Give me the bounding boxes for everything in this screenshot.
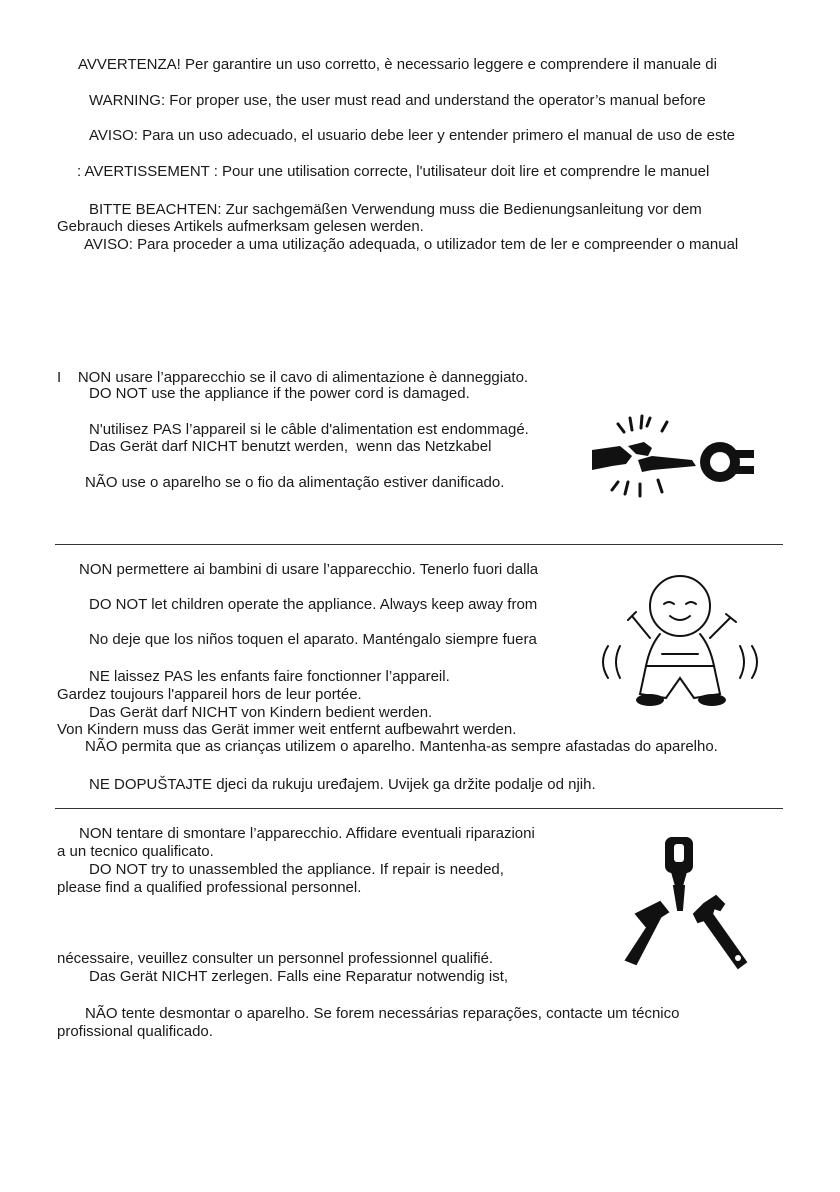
children-fr-cont: Gardez toujours l'appareil hors de leur portée. — [57, 686, 362, 703]
repair-pt: NÃO tente desmontar o aparelho. Se forem necessárias reparações, contacte um técnico — [85, 1005, 680, 1022]
children-de: Das Gerät darf NICHT von Kindern bedient werden. — [89, 704, 433, 721]
warning-en: WARNING: For proper use, the user must read and understand the operator’s manual before — [89, 92, 706, 109]
section-divider — [55, 544, 783, 545]
children-en: DO NOT let children operate the appliance. Always keep away from — [89, 596, 538, 613]
cord-fr: N'utilisez PAS l’appareil si le câble d'alimentation est endommagé. — [89, 421, 529, 438]
repair-pt-cont: profissional qualificado. — [57, 1023, 213, 1040]
repair-it-cont: a un tecnico qualificato. — [57, 843, 214, 860]
warning-pt: AVISO: Para proceder a uma utilização adequada, o utilizador tem de ler e compreender o manual — [84, 236, 739, 253]
children-hr: NE DOPUŠTAJTE djeci da rukuju uređajem. Uvijek ga držite podalje od njih. — [89, 776, 596, 793]
warning-es: AVISO: Para un uso adecuado, el usuario debe leer y entender primero el manual de uso de este — [89, 127, 735, 144]
children-pt: NÃO permita que as crianças utilizem o aparelho. Mantenha-as sempre afastadas do aparelho. — [85, 738, 718, 755]
warning-de: BITTE BEACHTEN: Zur sachgemäßen Verwendung muss die Bedienungsanleitung vor dem — [89, 201, 702, 218]
children-fr: NE laissez PAS les enfants faire fonctionner l’appareil. — [89, 668, 450, 685]
section-divider — [55, 808, 783, 809]
children-es: No deje que los niños toquen el aparato. Manténgalo siempre fuera — [89, 631, 537, 648]
repair-fr-cont: nécessaire, veuillez consulter un personnel professionnel qualifié. — [57, 950, 494, 967]
repair-de: Das Gerät NICHT zerlegen. Falls eine Reparatur notwendig ist, — [89, 968, 509, 985]
repair-en-cont: please find a qualified professional personnel. — [57, 879, 362, 896]
children-it: NON permettere ai bambini di usare l’apparecchio. Tenerlo fuori dalla — [79, 561, 539, 578]
repair-en: DO NOT try to unassembled the appliance. If repair is needed, — [89, 861, 504, 878]
damaged-power-cord-icon — [592, 412, 762, 504]
cord-it: I NON usare l’apparecchio se il cavo di alimentazione è danneggiato. — [57, 369, 529, 386]
child-playing-icon — [590, 566, 770, 716]
children-de-cont: Von Kindern muss das Gerät immer weit entfernt aufbewahrt werden. — [57, 721, 517, 738]
cord-de: Das Gerät darf NICHT benutzt werden, wenn das Netzkabel — [89, 438, 492, 455]
repair-it: NON tentare di smontare l’apparecchio. Affidare eventuali riparazioni — [79, 825, 535, 842]
warning-de-cont: Gebrauch dieses Artikels aufmerksam gelesen werden. — [57, 218, 424, 235]
cord-en: DO NOT use the appliance if the power cord is damaged. — [89, 385, 470, 402]
warning-fr: : AVERTISSEMENT : Pour une utilisation correcte, l'utilisateur doit lire et comprendre le manuel — [77, 163, 710, 180]
warning-it: AVVERTENZA! Per garantire un uso corretto, è necessario leggere e comprendere il manuale di — [78, 56, 717, 73]
cord-pt: NÃO use o aparelho se o fio da alimentação estiver danificado. — [85, 474, 505, 491]
repair-tools-icon — [616, 834, 766, 974]
